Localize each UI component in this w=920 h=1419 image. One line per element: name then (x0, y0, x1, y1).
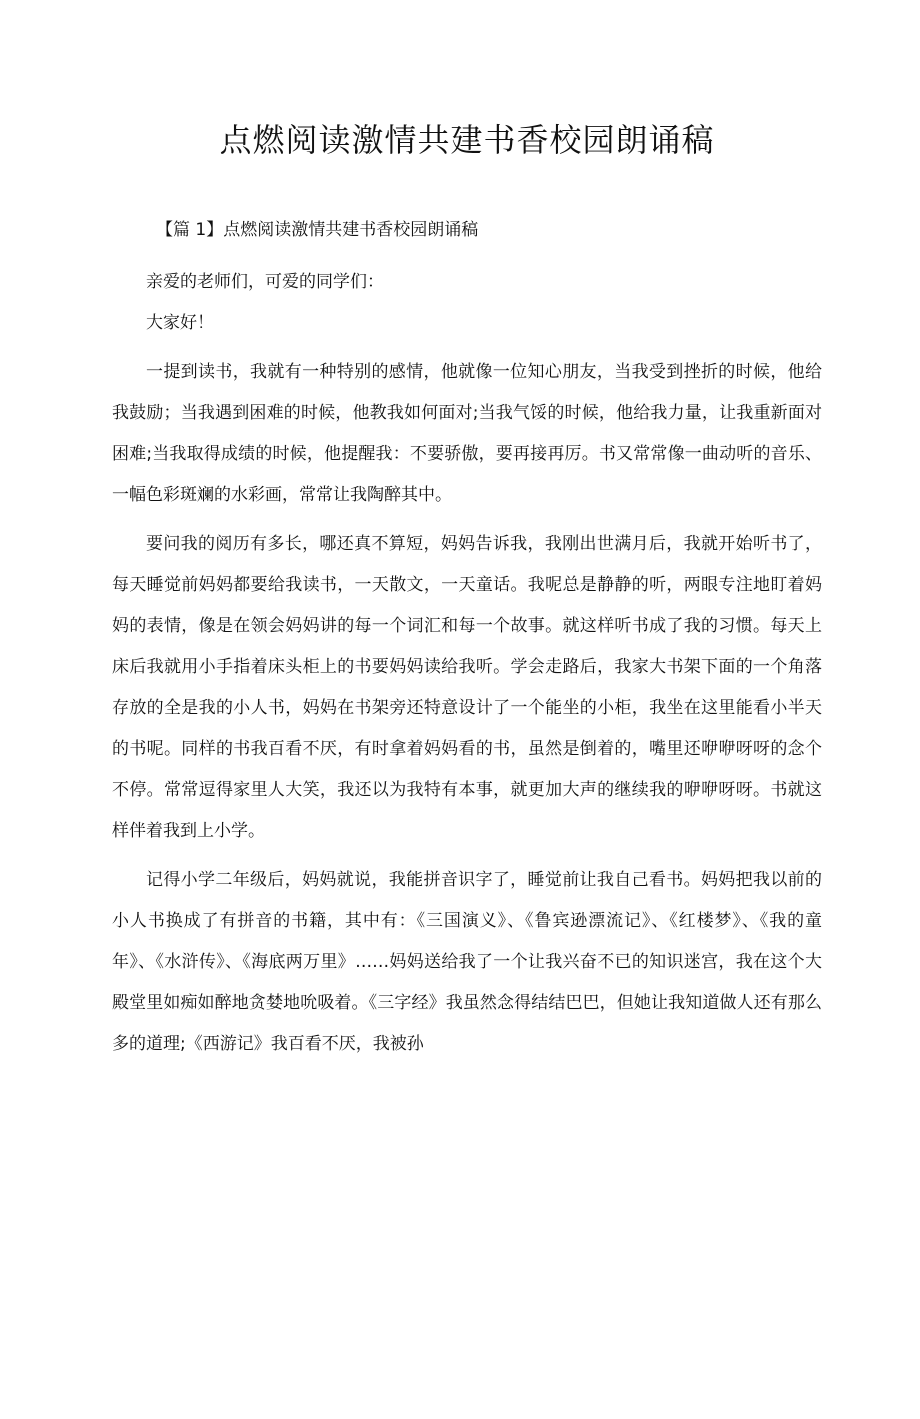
paragraph-3: 记得小学二年级后，妈妈就说，我能拼音识字了，睡觉前让我自己看书。妈妈把我以前的小人书换成了有拼音的书籍，其中有：《三国演义》、《鲁宾逊漂流记》、《红楼梦》、《我的童年》、《水浒传》、《海底两万里》……妈妈送给我了一个让我兴奋不已的知识迷宫，我在这个大殿堂里如痴如醉地贪婪地吮吸着。《三字经》我虽然念得结结巴巴，但她让我知道做人还有那么多的道理;《西游记》我百看不厌，我被孙 (112, 870, 822, 1054)
paragraph-2: 要问我的阅历有多长，哪还真不算短，妈妈告诉我，我刚出世满月后，我就开始听书了，每天睡觉前妈妈都要给我读书，一天散文，一天童话。我呢总是静静的听，两眼专注地盯着妈妈的表情，像是在领会妈妈讲的每一个词汇和每一个故事。就这样听书成了我的习惯。每天上床后我就用小手指着床头柜上的书要妈妈读给我听。学会走路后，我家大书架下面的一个角落存放的全是我的小人书，妈妈在书架旁还特意设计了一个能坐的小柜，我坐在这里能看小半天的书呢。同样的书我百看不厌，有时拿着妈妈看的书，虽然是倒着的，嘴里还咿咿呀呀的念个不停。常常逗得家里人大笑，我还以为我特有本事，就更加大声的继续我的咿咿呀呀。书就这样伴着我到上小学。 (112, 534, 822, 841)
greeting-line: 亲爱的老师们，可爱的同学们： (146, 272, 384, 292)
document-title: 点燃阅读激情共建书香校园朗诵稿 (219, 121, 715, 159)
section-heading: 【篇 1】点燃阅读激情共建书香校园朗诵稿 (156, 220, 479, 240)
paragraph-1: 一提到读书，我就有一种特别的感情，他就像一位知心朋友，当我受到挫折的时候，他给我鼓励；当我遇到困难的时候，他教我如何面对;当我气馁的时候，他给我力量，让我重新面对困难;当我取得成绩的时候，他提醒我：不要骄傲，要再接再厉。书又常常像一曲动听的音乐、一幅色彩斑斓的水彩画，常常让我陶醉其中。 (112, 362, 822, 505)
document-page (0, 118, 920, 1419)
salutation-line: 大家好！ (146, 313, 214, 333)
document-body (112, 262, 822, 1065)
